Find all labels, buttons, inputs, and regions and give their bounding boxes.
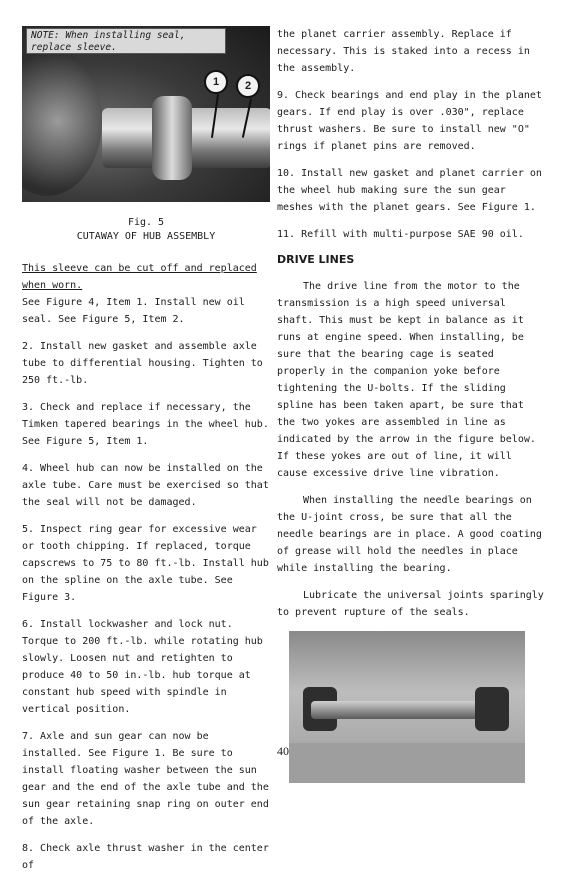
seal-instruction: See Figure 4, Item 1. Install new oil seal. See Figure 5, Item 2. [22, 297, 245, 325]
drive-lines-paragraph-2: When installing the needle bearings on the U-joint cross, be sure that all the needle bearings are in place. A good coating of grease will hold the needles in place while installing the bearing. [277, 495, 542, 574]
drive-lines-paragraph-1: The drive line from the motor to the transmission is a high speed universal shaft. This must be kept in balance as it runs at engine speed. When installing, be sure that the bearing cage is seated properly in the companion yoke before tightening the U-bolts. If the sliding spline has been taken apart, be sure that the two yokes are assembled in line as indicated by the arrow in the figure below. If these yokes are out of line, it will cause excessive drive line vibration. [277, 281, 536, 479]
sleeve-note: This sleeve can be cut off and replaced when worn. [22, 263, 257, 291]
drive-lines-heading: DRIVE LINES [277, 253, 355, 266]
step-6: 6. Install lockwasher and lock nut. Torque to 200 ft.-lb. while rotating hub slowly. Loosen nut and retighten to produce 40 to 50 in.-lb. hub torque at constant hub speed with spindle in vertical position. [22, 619, 263, 715]
step-5: 5. Inspect ring gear for excessive wear or tooth chipping. If replaced, torque capscrews to 75 to 80 ft.-lb. Install hub on the spline on the axle tube. See Figure 3. [22, 524, 269, 603]
drive-lines-paragraph-3: Lubricate the universal joints sparingly to prevent rupture of the seals. [277, 590, 544, 618]
figure-5-label: Fig. 5 [127, 217, 165, 228]
callout-2: 2 [236, 74, 260, 98]
step-8: 8. Check axle thrust washer in the center of [22, 843, 269, 871]
callout-1: 1 [204, 70, 228, 94]
seal-sleeve-graphic [152, 96, 192, 180]
figure-5-title: CUTAWAY OF HUB ASSEMBLY [76, 231, 216, 242]
hub-assembly-photo [22, 26, 270, 202]
step-9: 9. Check bearings and end play in the planet gears. If end play is over .030", replace thrust washers. Be sure to install new "O" rings if planet pins are removed. [277, 90, 542, 152]
right-yoke-graphic [475, 687, 509, 731]
step-3: 3. Check and replace if necessary, the Timken tapered bearings in the wheel hub. See Figure 5, Item 1. [22, 402, 269, 447]
step-7: 7. Axle and sun gear can now be installed. See Figure 1. Be sure to install floating washer between the sun gear and the end of the axle tube and the sun gear retaining snap ring on outer end of the axle. [22, 731, 269, 827]
wheel-hub-graphic [22, 46, 102, 196]
step-8-continued: the planet carrier assembly. Replace if necessary. This is staked into a recess in the assembly. [277, 29, 530, 74]
page-number: 40 [277, 744, 289, 758]
step-4: 4. Wheel hub can now be installed on the axle tube. Care must be exercised so that the seal will not be damaged. [22, 463, 269, 508]
step-2: 2. Install new gasket and assemble axle tube to differential housing. Tighten to 250 ft.-lb. [22, 341, 263, 386]
figure-note: NOTE: When installing seal, replace sleeve. [26, 28, 226, 54]
drive-line-photo [289, 631, 525, 783]
right-column [277, 26, 547, 783]
step-11: 11. Refill with multi-purpose SAE 90 oil. [277, 229, 524, 240]
step-10: 10. Install new gasket and planet carrier on the wheel hub making sure the sun gear meshes with the planet gears. See Figure 1. [277, 168, 542, 213]
